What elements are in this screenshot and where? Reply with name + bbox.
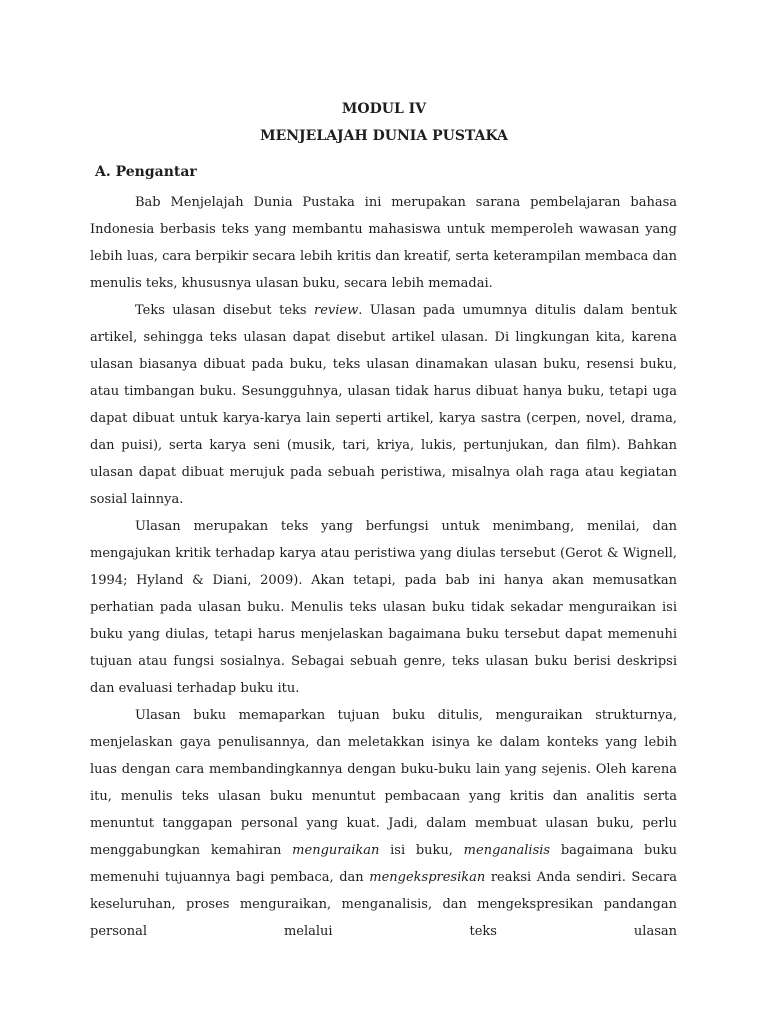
module-title: MODUL IV bbox=[341, 101, 427, 117]
section-heading: A. Pengantar bbox=[95, 164, 197, 180]
paragraph-4-text-a: Ulasan buku memaparkan tujuan buku ditulis, menguraikan strukturnya, menjelaskan gaya penulisannya, dan meletakkan isinya ke dalam konteks yang lebih luas dengan cara membandingkannya dengan buku-buku lain yang sejenis. Oleh karena itu, menulis teks ulasan buku menuntut pembacaan yang kritis dan analitis serta menuntut tanggapan personal yang kuat. Jadi, dalam membuat ulasan buku, perlu menggabungkan kemahiran bbox=[90, 708, 677, 858]
paragraph-4-text-c: bagaimana buku memenuhi tujuannya bagi pembaca, dan bbox=[90, 843, 677, 885]
paragraph-4-italic-mengekspresikan: mengekspresikan bbox=[369, 870, 486, 885]
chapter-title: MENJELAJAH DUNIA PUSTAKA bbox=[260, 128, 508, 144]
paragraph-3-text: Ulasan merupakan teks yang berfungsi untuk menimbang, menilai, dan mengajukan kritik terhadap karya atau peristiwa yang diulas tersebut (Gerot & Wignell, 1994; Hyland & Diani, 2009). Akan tetapi, pada bab ini hanya akan memusatkan perhatian pada ulasan buku. Menulis teks ulasan buku tidak sekadar menguraikan isi buku yang diulas, tetapi harus menjelaskan bagaimana buku tersebut dapat memenuhi tujuan atau fungsi sosialnya. Sebagai sebuah genre, teks ulasan buku berisi deskripsi dan evaluasi terhadap buku itu. bbox=[90, 519, 677, 696]
paragraph-3 bbox=[90, 513, 677, 702]
paragraph-2-text-b: . Ulasan pada umumnya ditulis dalam bentuk artikel, sehingga teks ulasan dapat disebut artikel ulasan. Di lingkungan kita, karena ulasan biasanya dibuat pada buku, teks ulasan dinamakan ulasan buku, resensi buku, atau timbangan buku. Sesungguhnya, ulasan tidak harus dibuat hanya buku, tetapi uga dapat dibuat untuk karya-karya lain seperti artikel, karya sastra (cerpen, novel, drama, dan puisi), serta karya seni (musik, tari, kriya, lukis, pertunjukan, dan film). Bahkan ulasan dapat dibuat merujuk pada sebuah peristiwa, misalnya olah raga atau kegiatan sosial lainnya. bbox=[90, 303, 677, 507]
paragraph-4-italic-menguraikan: menguraikan bbox=[292, 843, 380, 858]
paragraph-4-italic-menganalisis: menganalisis bbox=[463, 843, 551, 858]
paragraph-2 bbox=[90, 297, 677, 513]
paragraph-4-text-b: isi buku, bbox=[379, 843, 464, 858]
body-text bbox=[90, 189, 677, 945]
paragraph-4-text-d: reaksi Anda sendiri. Secara keseluruhan, proses menguraikan, menganalisis, dan mengekspresikan pandangan personal melalui teks ulasan bbox=[90, 870, 677, 939]
paragraph-2-text-a: Teks ulasan disebut teks bbox=[135, 303, 315, 318]
paragraph-1 bbox=[90, 189, 677, 297]
paragraph-1-text: Bab Menjelajah Dunia Pustaka ini merupakan sarana pembelajaran bahasa Indonesia berbasis teks yang membantu mahasiswa untuk memperoleh wawasan yang lebih luas, cara berpikir secara lebih kritis dan kreatif, serta keterampilan membaca dan menulis teks, khususnya ulasan buku, secara lebih memadai. bbox=[90, 195, 677, 291]
paragraph-2-italic-review: review bbox=[314, 303, 359, 318]
paragraph-4 bbox=[90, 702, 677, 945]
